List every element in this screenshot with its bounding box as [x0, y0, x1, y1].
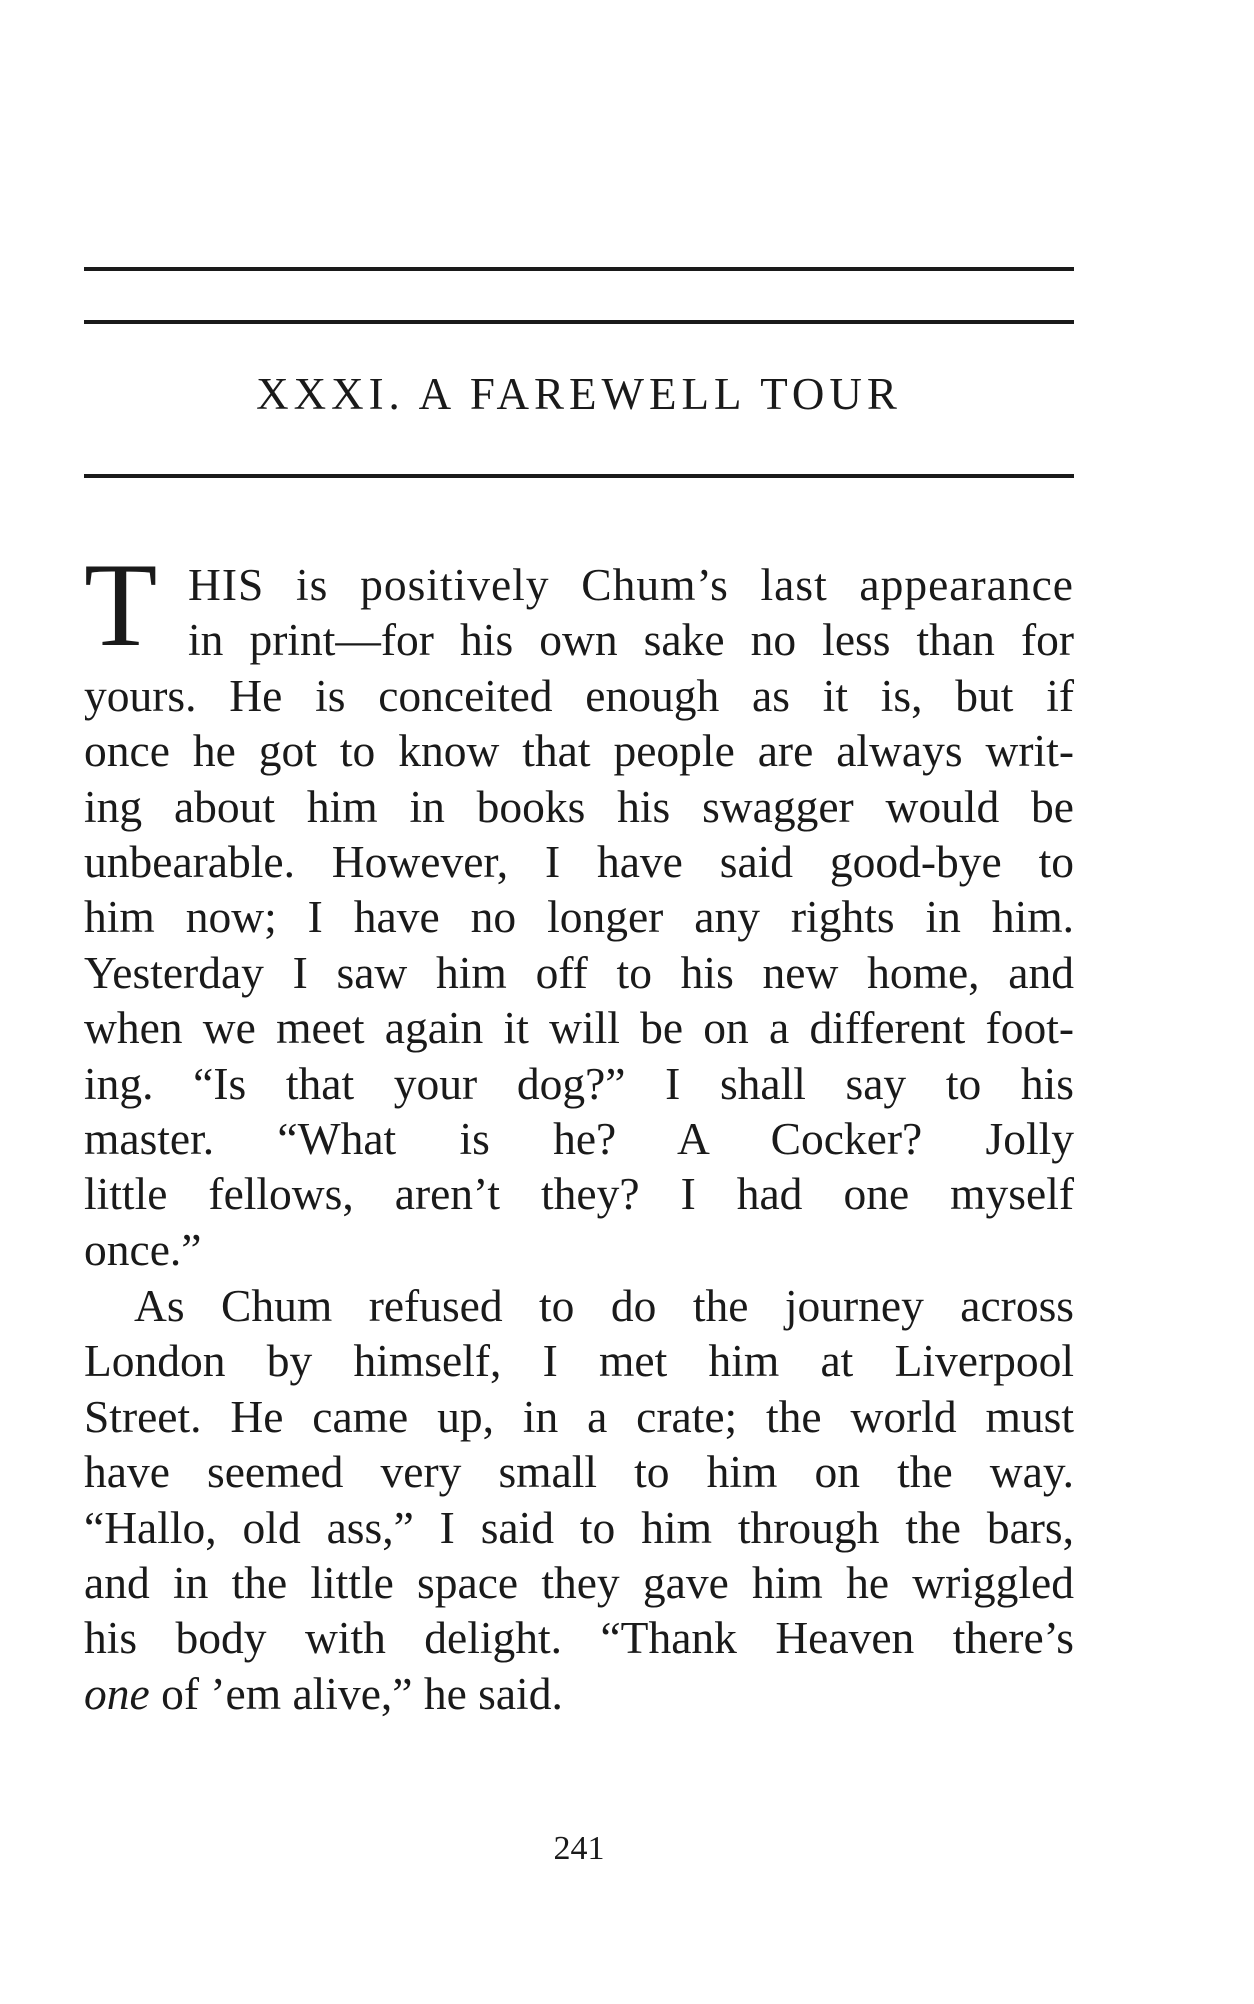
paragraph-line: in print—for his own sake no less than for	[188, 614, 1074, 666]
drop-cap-letter: T	[84, 538, 158, 671]
paragraph-line: ing. “Is that your dog?” I shall say to his	[84, 1057, 1074, 1109]
paragraph-line: “Hallo, old ass,” I said to him through the bars,	[84, 1501, 1074, 1553]
paragraph-line: Street. He came up, in a crate; the world must	[84, 1390, 1074, 1442]
paragraph-line: when we meet again it will be on a different foot-	[84, 1002, 1074, 1054]
paragraph-1	[84, 557, 1074, 1277]
paragraph-last-line	[84, 1666, 1074, 1721]
second-rule	[84, 320, 1074, 324]
title-underline-rule	[84, 474, 1074, 478]
paragraph-line: and in the little space they gave him he wriggled	[84, 1556, 1074, 1608]
paragraph-line: yours. He is conceited enough as it is, but if	[84, 669, 1074, 721]
paragraph-line: HIS is positively Chum’s last appearance	[188, 559, 1074, 610]
page-number: 241	[553, 1830, 605, 1867]
top-rule	[84, 267, 1074, 271]
paragraph-line: As Chum refused to do the journey across	[134, 1280, 1074, 1331]
paragraph-line: him now; I have no longer any rights in him.	[84, 891, 1074, 943]
paragraph-line: Yesterday I saw him off to his new home, and	[84, 946, 1074, 998]
paragraph-line: little fellows, aren’t they? I had one myself	[84, 1168, 1074, 1220]
paragraph-line: London by himself, I met him at Liverpool	[84, 1335, 1074, 1387]
paragraph-line: once he got to know that people are always writ-	[84, 725, 1074, 777]
paragraph-line: once.”	[84, 1223, 202, 1275]
paragraph-line: master. “What is he? A Cocker? Jolly	[84, 1112, 1074, 1164]
last-line-rest: of ’em alive,” he said.	[149, 1667, 563, 1719]
paragraph-line: have seemed very small to him on the way.	[84, 1446, 1074, 1498]
italic-word: one	[84, 1667, 150, 1719]
paragraph-2	[84, 1278, 1074, 1721]
paragraph-line: ing about him in books his swagger would be	[84, 780, 1074, 832]
paragraph-line: unbearable. However, I have said good-bye to	[84, 835, 1074, 887]
paragraph-line: his body with delight. “Thank Heaven there’s	[84, 1612, 1074, 1664]
chapter-title: XXXI. A FAREWELL TOUR	[256, 369, 902, 419]
